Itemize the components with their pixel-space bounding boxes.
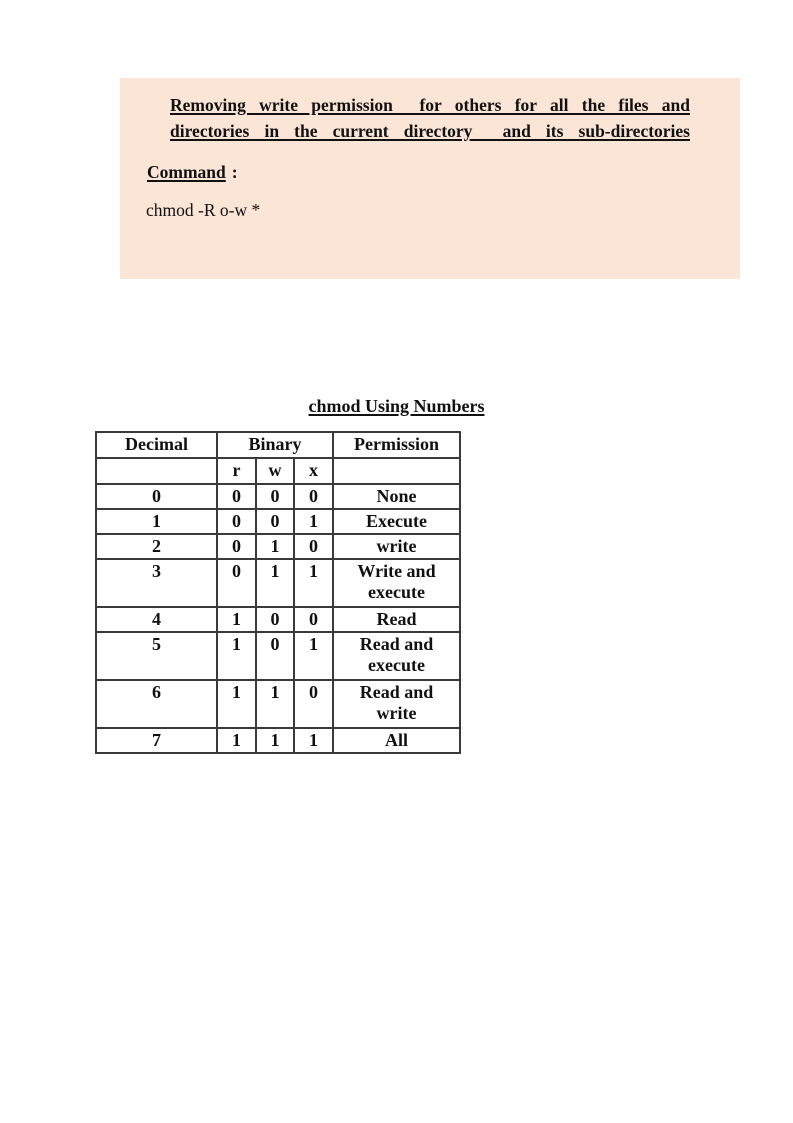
table-row [96,509,460,534]
cell-x: 1 [294,559,333,607]
cell-decimal: 2 [96,534,217,559]
cell-x: 0 [294,534,333,559]
command-label-line [147,161,740,183]
cell-permission: Read and execute [333,632,460,680]
cell-x: 1 [294,509,333,534]
cell-w: 1 [256,534,294,559]
cell-decimal: 7 [96,728,217,753]
cell-w: 0 [256,632,294,680]
cell-w: 1 [256,728,294,753]
cell-decimal: 4 [96,607,217,632]
cell-permission: All [333,728,460,753]
cell-decimal: 1 [96,509,217,534]
table-row [96,632,460,680]
table-row [96,559,460,607]
cell-permission: Read [333,607,460,632]
header-binary: Binary [217,432,333,458]
cell-w: 0 [256,509,294,534]
subheader-x: x [294,458,333,484]
cell-x: 0 [294,607,333,632]
cell-r: 1 [217,607,256,632]
command-text: chmod -R o-w * [146,200,261,220]
table-header-row [96,432,460,458]
cell-r: 0 [217,509,256,534]
cell-permission: Execute [333,509,460,534]
chmod-numbers-table [95,431,461,754]
cell-r: 1 [217,632,256,680]
table-subheader-row [96,458,460,484]
empty-cell [96,458,217,484]
heading-line-1: Removing write permission for others for all the files and [170,95,690,115]
header-permission: Permission [333,432,460,458]
cell-decimal: 5 [96,632,217,680]
cell-r: 1 [217,680,256,728]
info-box-heading [170,92,690,144]
table-row [96,484,460,509]
cell-w: 0 [256,484,294,509]
heading-line-2: directories in the current directory and its sub-directories [170,121,690,141]
command-label: Command [147,162,226,182]
cell-x: 0 [294,680,333,728]
command-separator: : [231,162,238,182]
cell-x: 1 [294,728,333,753]
cell-x: 1 [294,632,333,680]
table-title: chmod Using Numbers [308,396,485,416]
cell-r: 0 [217,559,256,607]
cell-permission: Read and write [333,680,460,728]
cell-permission: write [333,534,460,559]
cell-r: 1 [217,728,256,753]
empty-cell [333,458,460,484]
info-box [120,78,740,279]
cell-w: 1 [256,559,294,607]
cell-w: 0 [256,607,294,632]
table-row [96,534,460,559]
cell-decimal: 0 [96,484,217,509]
cell-permission: Write and execute [333,559,460,607]
table-row [96,607,460,632]
cell-r: 0 [217,534,256,559]
table-row [96,680,460,728]
subheader-r: r [217,458,256,484]
cell-w: 1 [256,680,294,728]
cell-x: 0 [294,484,333,509]
cell-decimal: 6 [96,680,217,728]
cell-decimal: 3 [96,559,217,607]
table-row [96,728,460,753]
header-decimal: Decimal [96,432,217,458]
subheader-w: w [256,458,294,484]
cell-permission: None [333,484,460,509]
cell-r: 0 [217,484,256,509]
